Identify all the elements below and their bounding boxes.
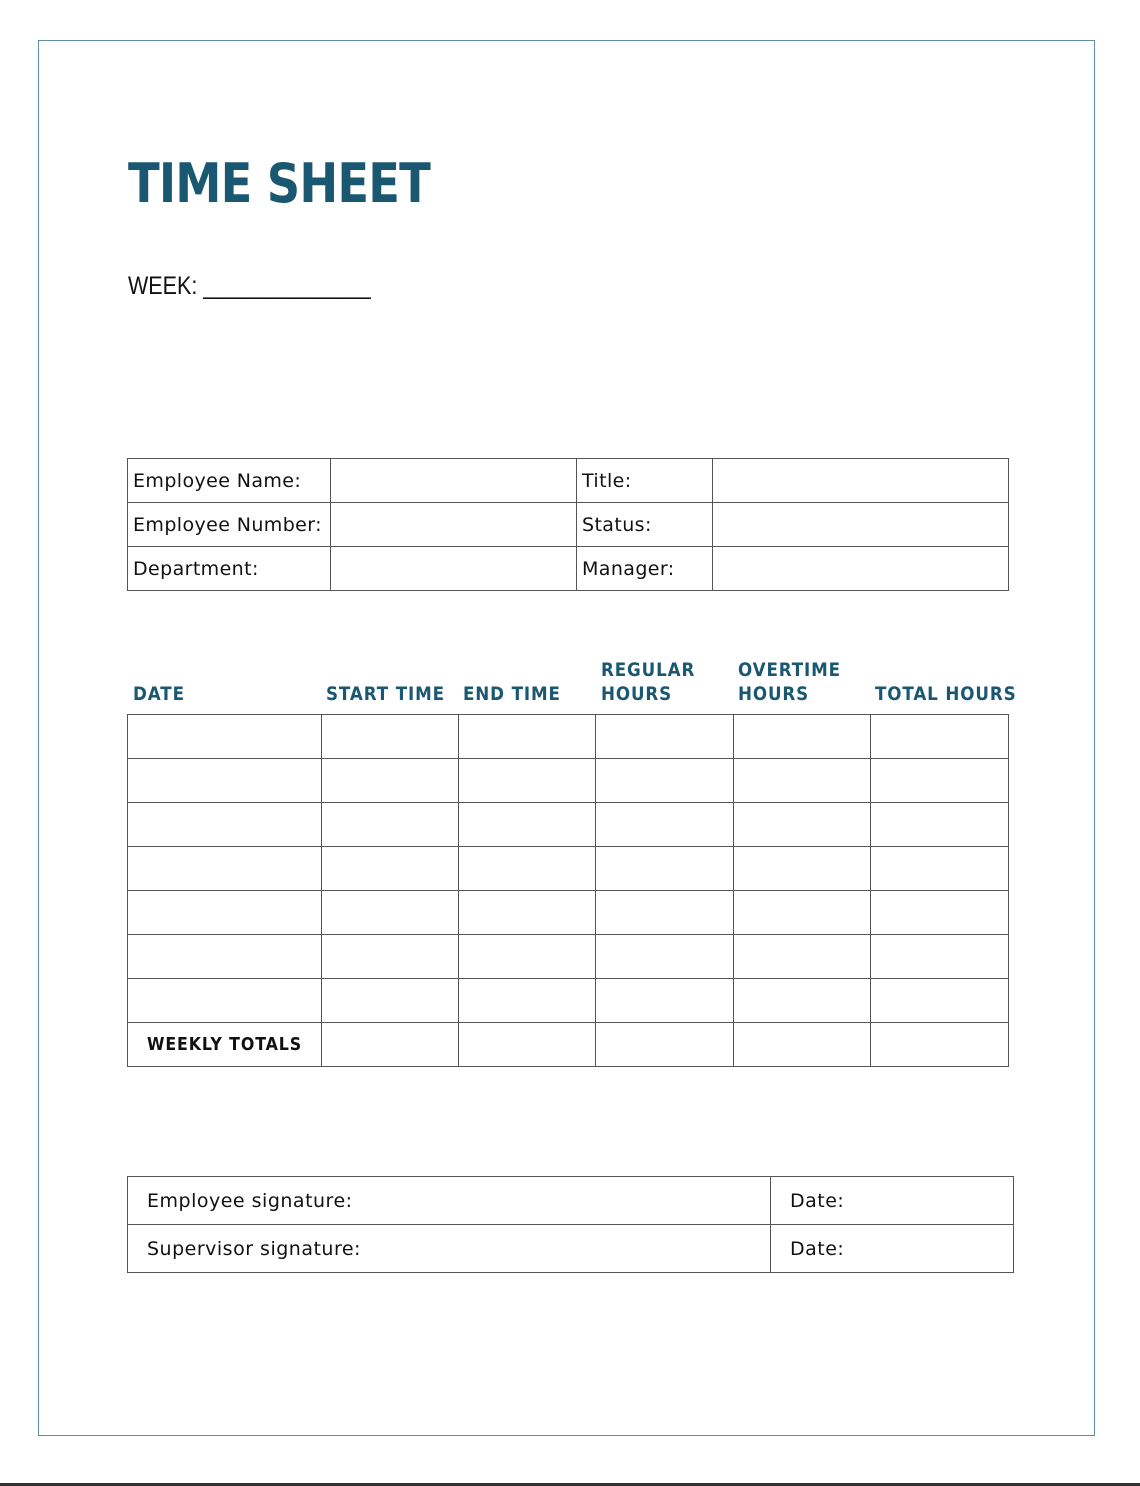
total-total-hours-cell[interactable] <box>871 1023 1009 1067</box>
table-row <box>128 979 1009 1023</box>
status-label: Status: <box>577 503 713 547</box>
column-header-start-time: START TIME <box>326 683 445 705</box>
regular-hours-cell[interactable] <box>596 891 734 935</box>
total-regular-hours-cell[interactable] <box>596 1023 734 1067</box>
week-field[interactable]: WEEK: ______________ <box>128 272 371 300</box>
start-time-cell[interactable] <box>322 847 459 891</box>
total-hours-cell[interactable] <box>871 891 1009 935</box>
table-row <box>128 1225 1014 1273</box>
end-time-cell[interactable] <box>459 935 596 979</box>
start-time-cell[interactable] <box>322 979 459 1023</box>
total-hours-cell[interactable] <box>871 803 1009 847</box>
manager-field[interactable] <box>713 547 1009 591</box>
total-end-time-cell[interactable] <box>459 1023 596 1067</box>
supervisor-signature-date-field[interactable]: Date: <box>771 1225 1014 1273</box>
start-time-cell[interactable] <box>322 891 459 935</box>
column-header-date: DATE <box>133 683 185 705</box>
table-row <box>128 1177 1014 1225</box>
employee-info-table <box>127 458 1009 591</box>
total-hours-cell[interactable] <box>871 715 1009 759</box>
status-field[interactable] <box>713 503 1009 547</box>
overtime-hours-cell[interactable] <box>734 935 871 979</box>
employee-number-field[interactable] <box>331 503 577 547</box>
title-label: Title: <box>577 459 713 503</box>
regular-hours-cell[interactable] <box>596 979 734 1023</box>
table-row <box>128 803 1009 847</box>
start-time-cell[interactable] <box>322 715 459 759</box>
overtime-hours-cell[interactable] <box>734 979 871 1023</box>
table-row <box>128 459 1009 503</box>
date-cell[interactable] <box>128 847 322 891</box>
end-time-cell[interactable] <box>459 847 596 891</box>
regular-hours-cell[interactable] <box>596 759 734 803</box>
date-cell[interactable] <box>128 979 322 1023</box>
start-time-cell[interactable] <box>322 759 459 803</box>
signature-table <box>127 1176 1014 1273</box>
employee-name-label: Employee Name: <box>128 459 331 503</box>
overtime-hours-cell[interactable] <box>734 715 871 759</box>
page-title: TIME SHEET <box>128 152 430 215</box>
column-header-regular-hours: REGULAR HOURS <box>601 659 696 705</box>
department-field[interactable] <box>331 547 577 591</box>
total-start-time-cell[interactable] <box>322 1023 459 1067</box>
employee-signature-date-field[interactable]: Date: <box>771 1177 1014 1225</box>
employee-signature-field[interactable]: Employee signature: <box>128 1177 771 1225</box>
date-cell[interactable] <box>128 715 322 759</box>
manager-label: Manager: <box>577 547 713 591</box>
employee-number-label: Employee Number: <box>128 503 331 547</box>
supervisor-signature-field[interactable]: Supervisor signature: <box>128 1225 771 1273</box>
column-header-end-time: END TIME <box>463 683 561 705</box>
table-row <box>128 847 1009 891</box>
regular-hours-cell[interactable] <box>596 803 734 847</box>
table-row <box>128 891 1009 935</box>
hours-table <box>127 714 1009 1067</box>
start-time-cell[interactable] <box>322 803 459 847</box>
overtime-hours-cell[interactable] <box>734 803 871 847</box>
date-cell[interactable] <box>128 935 322 979</box>
table-row <box>128 547 1009 591</box>
end-time-cell[interactable] <box>459 715 596 759</box>
column-header-overtime-hours: OVERTIME HOURS <box>738 659 841 705</box>
total-hours-cell[interactable] <box>871 979 1009 1023</box>
department-label: Department: <box>128 547 331 591</box>
end-time-cell[interactable] <box>459 803 596 847</box>
weekly-totals-label: WEEKLY TOTALS <box>128 1023 322 1067</box>
regular-hours-cell[interactable] <box>596 715 734 759</box>
overtime-hours-cell[interactable] <box>734 759 871 803</box>
title-field[interactable] <box>713 459 1009 503</box>
date-cell[interactable] <box>128 891 322 935</box>
total-hours-cell[interactable] <box>871 935 1009 979</box>
regular-hours-cell[interactable] <box>596 935 734 979</box>
total-hours-cell[interactable] <box>871 759 1009 803</box>
table-row <box>128 503 1009 547</box>
end-time-cell[interactable] <box>459 891 596 935</box>
regular-hours-cell[interactable] <box>596 847 734 891</box>
date-cell[interactable] <box>128 759 322 803</box>
hours-table-header <box>127 654 1017 714</box>
table-row <box>128 715 1009 759</box>
table-row <box>128 935 1009 979</box>
end-time-cell[interactable] <box>459 979 596 1023</box>
overtime-hours-cell[interactable] <box>734 847 871 891</box>
table-row <box>128 759 1009 803</box>
end-time-cell[interactable] <box>459 759 596 803</box>
total-hours-cell[interactable] <box>871 847 1009 891</box>
column-header-total-hours: TOTAL HOURS <box>875 683 1017 705</box>
total-overtime-hours-cell[interactable] <box>734 1023 871 1067</box>
overtime-hours-cell[interactable] <box>734 891 871 935</box>
weekly-totals-row <box>128 1023 1009 1067</box>
start-time-cell[interactable] <box>322 935 459 979</box>
date-cell[interactable] <box>128 803 322 847</box>
employee-name-field[interactable] <box>331 459 577 503</box>
hours-table-body <box>128 715 1009 1067</box>
